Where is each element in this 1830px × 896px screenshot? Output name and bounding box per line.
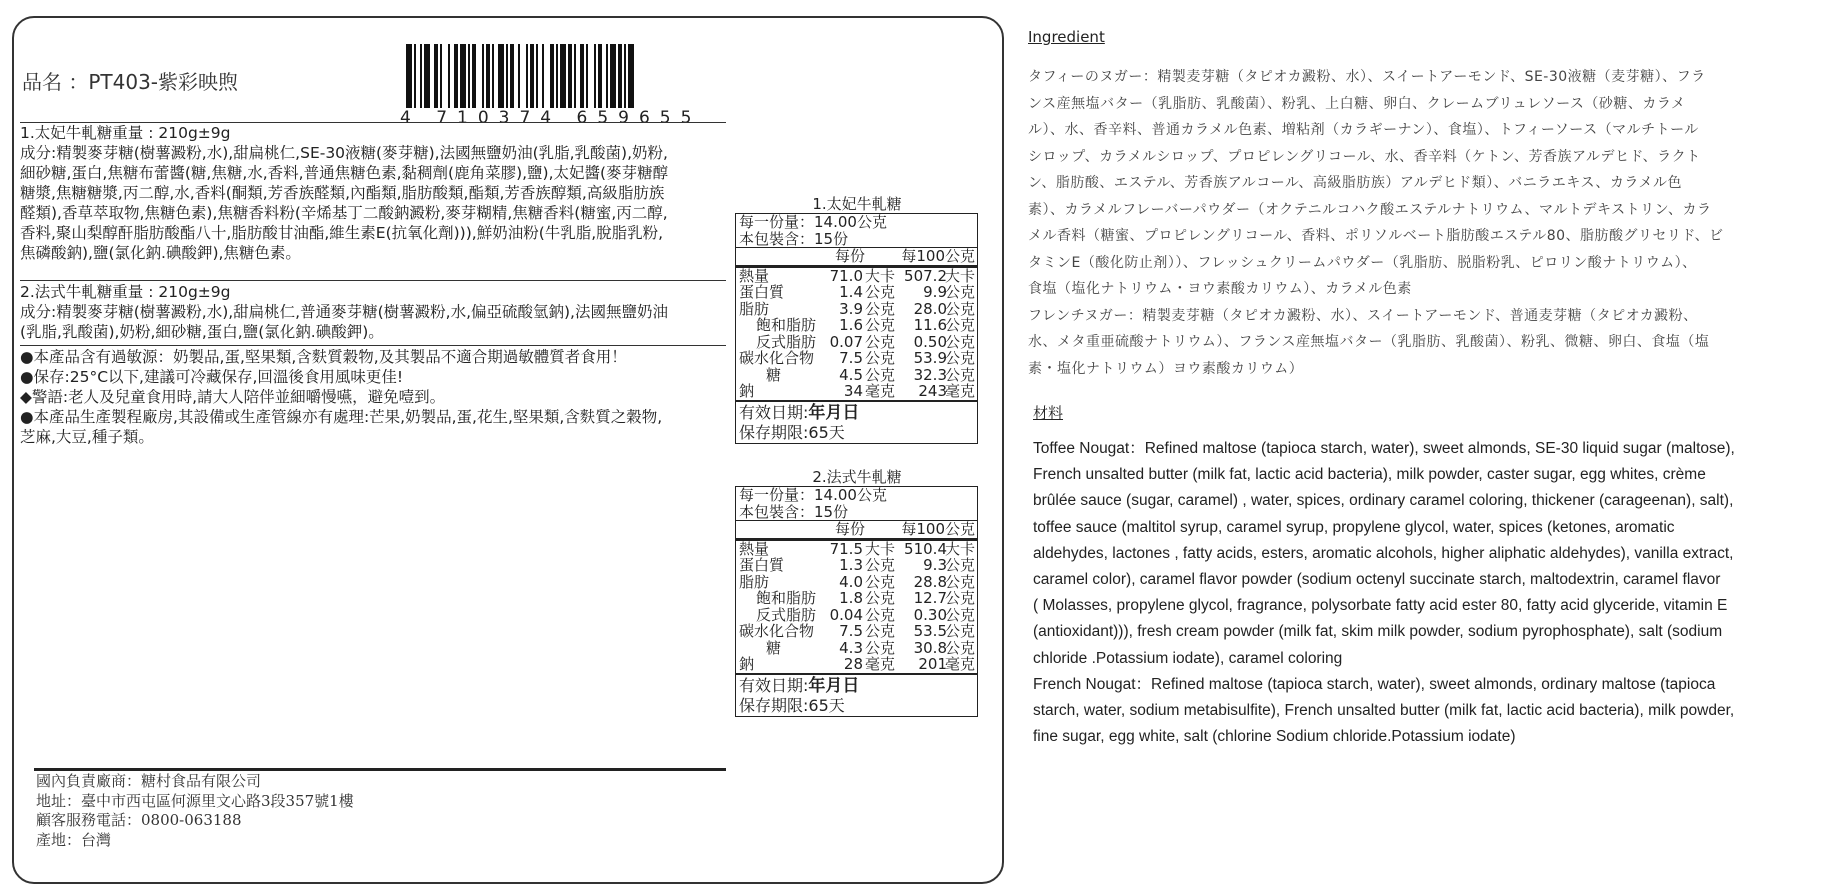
barcode-bar bbox=[492, 44, 494, 108]
column-headers bbox=[736, 521, 977, 541]
barcode-bar bbox=[406, 44, 412, 108]
section-line: 醛類),香草萃取物,焦糖色素),焦糖香料粉(辛烯基丁二酸鈉澱粉,麥芽糊精,焦糖香料(糖蜜,丙二醇, bbox=[20, 204, 668, 222]
nutrient-name: 熱量 bbox=[739, 266, 770, 285]
barcode-bar bbox=[420, 44, 422, 108]
unit: 公克 bbox=[944, 572, 975, 591]
nutrition-table bbox=[735, 486, 978, 717]
notices bbox=[20, 347, 728, 447]
unit: 公克 bbox=[944, 332, 975, 351]
barcode-bar bbox=[510, 44, 514, 108]
jp-line: ンス産無塩バター（乳脂肪、乳酸菌）、粉乳、上白糖、卵白、クレームブリュレソース（砂糖、カラメ bbox=[1028, 95, 1686, 112]
barcode-bar bbox=[486, 44, 490, 108]
manufacturer-company: 國內負責廠商：糖村食品有限公司 bbox=[36, 772, 262, 790]
barcode-bar bbox=[580, 44, 584, 108]
divider bbox=[20, 280, 726, 281]
nutrient-name: 脂肪 bbox=[739, 572, 770, 591]
unit: 毫克 bbox=[864, 655, 895, 673]
unit: 公克 bbox=[864, 572, 895, 591]
unit: 毫克 bbox=[944, 382, 975, 400]
serving-size: 每一份量：14.00公克 bbox=[739, 213, 887, 231]
date-block bbox=[736, 673, 977, 716]
nutrient-row bbox=[736, 284, 977, 301]
per-100g-value: 53.5 bbox=[913, 622, 947, 640]
en-line: aldehydes, lactones , fatty acids, esters, aromatic alcohols, higher aliphatic aldehydes), vanilla extract, bbox=[1033, 544, 1734, 562]
nutrient-name: 熱量 bbox=[739, 539, 770, 558]
per-100g-value: 53.9 bbox=[913, 349, 947, 367]
manufacturer-phone: 顧客服務電話：0800-063188 bbox=[36, 811, 242, 829]
per-100g-value: 28.0 bbox=[913, 299, 947, 318]
unit: 公克 bbox=[864, 589, 895, 607]
unit: 大卡 bbox=[944, 539, 975, 558]
per-100g-value: 9.9 bbox=[923, 283, 947, 301]
unit: 公克 bbox=[944, 589, 975, 607]
per-100g-value: 9.3 bbox=[923, 556, 947, 574]
unit: 公克 bbox=[864, 349, 895, 367]
nutrition-title: 1.太妃牛軋糖 bbox=[812, 195, 902, 213]
barcode-bar bbox=[518, 44, 520, 108]
barcode-bar bbox=[434, 44, 438, 108]
barcode-bar bbox=[568, 44, 572, 108]
barcode-bar bbox=[574, 44, 576, 108]
servings-per-package: 本包裝含：15份 bbox=[736, 504, 977, 522]
nutrient-row bbox=[736, 557, 977, 574]
per-100g-value: 32.3 bbox=[913, 365, 947, 384]
nutrient-name: 反式脂肪 bbox=[756, 605, 817, 624]
en-line: French Nougat：Refined maltose (tapioca starch, water), sweet almonds, ordinary maltose (tapioca bbox=[1033, 675, 1716, 693]
barcode-bar bbox=[594, 44, 596, 108]
nutrient-name: 反式脂肪 bbox=[756, 332, 817, 351]
barcode-bar bbox=[448, 44, 450, 108]
column-headers bbox=[736, 248, 977, 268]
barcode-bar bbox=[468, 44, 470, 108]
barcode-bar bbox=[536, 44, 538, 108]
jp-line: ル）、水、香辛料、普通カラメル色素、増粘剤（カラギーナン）、食塩）、トフィーソース（マルチトール bbox=[1028, 122, 1699, 138]
section-line: (乳脂,乳酸菌),奶粉,細砂糖,蛋白,鹽(氯化鈉.碘酸鉀)。 bbox=[20, 323, 384, 341]
barcode-bar bbox=[550, 44, 554, 108]
unit: 公克 bbox=[944, 556, 975, 574]
jp-line: 素）、カラメルフレーバーパウダー（オクテニルコハク酸エステルナトリウム、マルトデキストリン、カラ bbox=[1028, 201, 1712, 218]
col-per-serving: 每份 bbox=[834, 520, 865, 538]
nutrient-row bbox=[736, 301, 977, 318]
nutrient-row bbox=[736, 574, 977, 591]
section-french-nougat bbox=[20, 282, 728, 342]
section-line: 1.太妃牛軋糖重量 : 210g±9g bbox=[20, 124, 231, 142]
unit: 公克 bbox=[864, 283, 895, 301]
nutrient-name: 鈉 bbox=[739, 382, 755, 400]
per-serving-value: 71.0 bbox=[829, 266, 863, 285]
unit: 公克 bbox=[864, 622, 895, 640]
barcode-bar bbox=[424, 44, 430, 108]
date-block bbox=[736, 400, 977, 443]
nutrient-name: 碳水化合物 bbox=[739, 622, 815, 640]
barcode-bar bbox=[440, 44, 442, 108]
unit: 公克 bbox=[864, 365, 895, 384]
jp-line: 水、メタ重亜硫酸ナトリウム）、フランス産無塩バター（乳脂肪、乳酸菌）、粉乳、微糖、卵白、食塩（塩 bbox=[1028, 334, 1710, 350]
expiry-label: 有效日期: bbox=[739, 402, 809, 422]
per-100g-value: 0.30 bbox=[913, 605, 947, 624]
barcode-bar bbox=[610, 44, 616, 108]
col-per-100g: 每100公克 bbox=[901, 520, 975, 538]
nutrient-row bbox=[736, 367, 977, 384]
nutrient-name: 飽和脂肪 bbox=[756, 316, 817, 334]
nutrient-row bbox=[736, 383, 977, 400]
nutrient-row bbox=[736, 541, 977, 558]
per-serving-value: 3.9 bbox=[839, 299, 863, 318]
materials-heading: 材料 bbox=[1033, 404, 1064, 422]
barcode-bar bbox=[506, 44, 508, 108]
jp-line: メル香料（糖蜜、プロピレングリコール、香料、ポリソルベート脂肪酸エステル80、脂肪酸グリセリド、ビ bbox=[1028, 228, 1724, 244]
nutrient-row bbox=[736, 656, 977, 673]
unit: 大卡 bbox=[864, 266, 895, 285]
barcode-bar bbox=[526, 44, 528, 108]
unit: 毫克 bbox=[864, 382, 895, 400]
per-100g-value: 201 bbox=[918, 655, 947, 673]
barcode-bar bbox=[498, 44, 504, 108]
serving-size: 每一份量：14.00公克 bbox=[739, 486, 887, 504]
section-line: 香料,聚山梨醇酐脂肪酸酯八十,脂肪酸甘油酯,維生素E(抗氧化劑))),鮮奶油粉(牛乳脂,脫脂乳粉, bbox=[20, 224, 664, 242]
unit: 公克 bbox=[944, 299, 975, 318]
unit: 公克 bbox=[864, 605, 895, 624]
per-100g-value: 507.2 bbox=[904, 266, 947, 285]
jp-line: タフィーのヌガー：精製麦芽糖（タピオカ澱粉、水）、スイートアーモンド、SE-30液糖（麦芽糖）、フラ bbox=[1028, 69, 1706, 85]
per-serving-value: 28 bbox=[843, 655, 863, 673]
section-line: 焦磷酸鈉),鹽(氯化鈉.碘酸鉀),焦糖色素。 bbox=[20, 244, 301, 262]
unit: 大卡 bbox=[944, 266, 975, 285]
divider bbox=[34, 768, 726, 771]
nutrient-row bbox=[736, 268, 977, 285]
nutrient-row bbox=[736, 350, 977, 367]
per-100g-value: 0.50 bbox=[913, 332, 947, 351]
barcode-bar bbox=[414, 44, 416, 108]
nutrition-table bbox=[735, 213, 978, 444]
en-line: Toffee Nougat：Refined maltose (tapioca starch, water), sweet almonds, SE-30 liquid sugar (maltose), bbox=[1033, 440, 1735, 457]
en-line: starch, water, sodium metabisulfite), French unsalted butter (milk fat, lactic acid bacteria), milk powder, bbox=[1033, 702, 1735, 720]
barcode-bars bbox=[402, 44, 710, 108]
nutrient-name: 蛋白質 bbox=[739, 556, 785, 574]
barcode-bar bbox=[472, 44, 476, 108]
notice-facility: ●本產品生產製程廠房,其設備或生產管線亦有處理:芒果,奶製品,蛋,花生,堅果類,含麩質之穀物, bbox=[20, 408, 663, 426]
expiry-label: 有效日期: bbox=[739, 675, 809, 695]
unit: 毫克 bbox=[944, 655, 975, 673]
section-line: 成分:精製麥芽糖(樹薯澱粉,水),甜扁桃仁,普通麥芽糖(樹薯澱粉,水,偏亞硫酸氫鈉),法國無鹽奶油 bbox=[20, 303, 668, 321]
unit: 公克 bbox=[944, 349, 975, 367]
per-serving-value: 0.04 bbox=[829, 605, 863, 624]
unit: 公克 bbox=[944, 622, 975, 640]
nutrient-row bbox=[736, 334, 977, 351]
nutrient-name: 碳水化合物 bbox=[739, 349, 815, 367]
barcode-bar bbox=[598, 44, 602, 108]
barcode-bar bbox=[618, 44, 622, 108]
notice-storage: ●保存:25°C以下,建議可冷藏保存,回溫後食用風味更佳! bbox=[20, 368, 404, 386]
nutrition-title: 2.法式牛軋糖 bbox=[812, 468, 902, 486]
per-serving-value: 1.4 bbox=[839, 283, 863, 301]
nutrient-row bbox=[736, 640, 977, 657]
en-line: French unsalted butter (milk fat, lactic acid bacteria), milk powder, caster sugar, egg whites, crème bbox=[1033, 466, 1706, 484]
barcode-bar bbox=[624, 44, 626, 108]
shelf-life: 保存期限:65天 bbox=[739, 422, 845, 442]
nutrient-name: 蛋白質 bbox=[739, 283, 785, 301]
per-100g-value: 30.8 bbox=[913, 638, 947, 657]
en-line: caramel color), caramel flavor powder (sodium octenyl succinate starch, maltodextrin, caramel flavor bbox=[1033, 571, 1721, 589]
nutrient-name: 糖 bbox=[766, 638, 782, 657]
nutrient-row bbox=[736, 623, 977, 640]
nutrient-row bbox=[736, 590, 977, 607]
col-per-serving: 每份 bbox=[834, 247, 865, 265]
per-serving-value: 0.07 bbox=[829, 332, 863, 351]
notice-facility: 芝麻,大豆,種子類。 bbox=[20, 428, 154, 446]
section-line: 糖漿,焦糖糖漿,丙二醇,水,香料(酮類,芳香族醛類,內酯類,脂肪酸類,酯類,芳香族醇類,高級脂肪族 bbox=[20, 184, 665, 202]
unit: 公克 bbox=[944, 316, 975, 334]
jp-line: タミンE（酸化防止剤））、フレッシュクリームパウダー（乳脂肪、脱脂粉乳、ピロリン酸ナトリウム）、 bbox=[1028, 254, 1697, 271]
nutrient-row bbox=[736, 607, 977, 624]
jp-line: 素・塩化ナトリウム）ヨウ素酸カリウム） bbox=[1028, 360, 1304, 377]
barcode-bar bbox=[556, 44, 558, 108]
barcode-bar bbox=[628, 44, 634, 108]
per-serving-value: 1.6 bbox=[839, 316, 863, 334]
per-serving-value: 34 bbox=[843, 382, 863, 400]
barcode-bar bbox=[454, 44, 458, 108]
barcode-bar bbox=[560, 44, 566, 108]
expiry-value: 年月日 bbox=[808, 675, 860, 696]
jp-line: ン、脂肪酸、エステル、芳香族アルコール、高級脂肪族）アルデヒド類）、バニラエキス、カラメル色 bbox=[1028, 175, 1682, 191]
per-serving-value: 4.3 bbox=[839, 638, 863, 657]
unit: 公克 bbox=[864, 316, 895, 334]
per-serving-value: 4.5 bbox=[839, 365, 863, 384]
jp-line: 食塩（塩化ナトリウム・ヨウ素酸カリウム）、カラメル色素 bbox=[1028, 281, 1412, 297]
per-100g-value: 11.6 bbox=[913, 316, 947, 334]
unit: 公克 bbox=[864, 332, 895, 351]
manufacturer-info bbox=[36, 772, 354, 850]
barcode-digits: 4 710374 659655 bbox=[400, 108, 702, 128]
nutrient-name: 鈉 bbox=[739, 655, 755, 673]
en-line: toffee sauce (maltitol syrup, caramel syrup, propylene glycol, water, spices (ketones, aromatic bbox=[1033, 518, 1675, 536]
per-serving-value: 1.8 bbox=[839, 589, 863, 607]
unit: 公克 bbox=[864, 638, 895, 657]
barcode-bar bbox=[586, 44, 588, 108]
unit: 公克 bbox=[944, 638, 975, 657]
notice-warning: ◆警語:老人及兒童食用時,請大人陪伴並細嚼慢嚥，避免噎到。 bbox=[20, 388, 446, 406]
barcode bbox=[400, 44, 710, 128]
nutrient-row bbox=[736, 317, 977, 334]
en-line: chloride .Potassium iodate), caramel coloring bbox=[1033, 649, 1343, 667]
en-line: fine sugar, egg white, salt (chlorine Sodium chloride.Potassium iodate) bbox=[1033, 728, 1516, 746]
col-per-100g: 每100公克 bbox=[901, 247, 975, 265]
section-line: 2.法式牛軋糖重量 : 210g±9g bbox=[20, 283, 231, 301]
per-serving-value: 7.5 bbox=[839, 349, 863, 367]
expiry-value: 年月日 bbox=[808, 402, 860, 423]
manufacturer-address: 地址：臺中市西屯區何源里文心路3段357號1樓 bbox=[36, 791, 354, 810]
section-toffee-nougat bbox=[20, 123, 728, 263]
notice-allergen: ●本產品含有過敏源：奶製品,蛋,堅果類,含麩質穀物,及其製品不適合期過敏體質者食用！ bbox=[20, 348, 627, 366]
per-100g-value: 510.4 bbox=[904, 539, 947, 558]
nutrient-name: 脂肪 bbox=[739, 299, 770, 318]
per-serving-value: 4.0 bbox=[839, 572, 863, 591]
japanese-ingredients bbox=[1028, 64, 1818, 382]
jp-line: フレンチヌガー：精製麦芽糖（タピオカ澱粉、水）、スイートアーモンド、普通麦芽糖（タピオカ澱粉、 bbox=[1028, 307, 1698, 324]
en-line: brûlée sauce (sugar, caramel) , water, spices, ordinary caramel coloring, thickener (carageenan), salt), bbox=[1033, 492, 1734, 510]
english-ingredients bbox=[1033, 436, 1823, 750]
nutrient-name: 糖 bbox=[766, 365, 782, 384]
section-line: 成分:精製麥芽糖(樹薯澱粉,水),甜扁桃仁,SE-30液糖(麥芽糖),法國無鹽奶油(乳脂,乳酸菌),奶粉, bbox=[20, 144, 668, 162]
barcode-bar bbox=[460, 44, 466, 108]
per-serving-value: 7.5 bbox=[839, 622, 863, 640]
per-serving-value: 71.5 bbox=[829, 539, 863, 558]
en-line: (antioxidant))), fresh cream powder (milk fat, skim milk powder, sodium pyrophosphate), salt (sodium bbox=[1033, 623, 1723, 641]
unit: 公克 bbox=[944, 283, 975, 301]
unit: 大卡 bbox=[864, 539, 895, 558]
product-name: 品名 ：PT403-紫彩映煦 bbox=[22, 70, 239, 94]
barcode-bar bbox=[606, 44, 608, 108]
barcode-bar bbox=[530, 44, 534, 108]
servings-per-package: 本包裝含：15份 bbox=[736, 231, 977, 249]
section-line: 細砂糖,蛋白,焦糖布蕾醬(糖,焦糖,水,香料,普通焦糖色素,黏稠劑(鹿角菜膠),鹽),太妃醬(麥芽糖醇 bbox=[20, 164, 669, 182]
per-100g-value: 28.8 bbox=[913, 572, 947, 591]
nutrient-name: 飽和脂肪 bbox=[756, 589, 817, 607]
jp-line: シロップ、カラメルシロップ、プロピレングリコール、水、香辛料（ケトン、芳香族アルデヒド、ラクト bbox=[1028, 148, 1701, 165]
en-line: ( Molasses, propylene glycol, fragrance, polysorbate fatty acid ester 80, fatty acid glyceride, vitamin E bbox=[1033, 597, 1728, 615]
per-100g-value: 243 bbox=[918, 382, 947, 400]
unit: 公克 bbox=[944, 365, 975, 384]
ingredient-heading: Ingredient bbox=[1028, 28, 1105, 46]
barcode-bar bbox=[542, 44, 544, 108]
unit: 公克 bbox=[864, 556, 895, 574]
unit: 公克 bbox=[864, 299, 895, 318]
divider bbox=[20, 345, 726, 346]
shelf-life: 保存期限:65天 bbox=[739, 695, 845, 715]
unit: 公克 bbox=[944, 605, 975, 624]
barcode-bar bbox=[482, 44, 484, 108]
per-100g-value: 12.7 bbox=[913, 589, 947, 607]
manufacturer-origin: 產地：台灣 bbox=[36, 830, 112, 849]
per-serving-value: 1.3 bbox=[839, 556, 863, 574]
